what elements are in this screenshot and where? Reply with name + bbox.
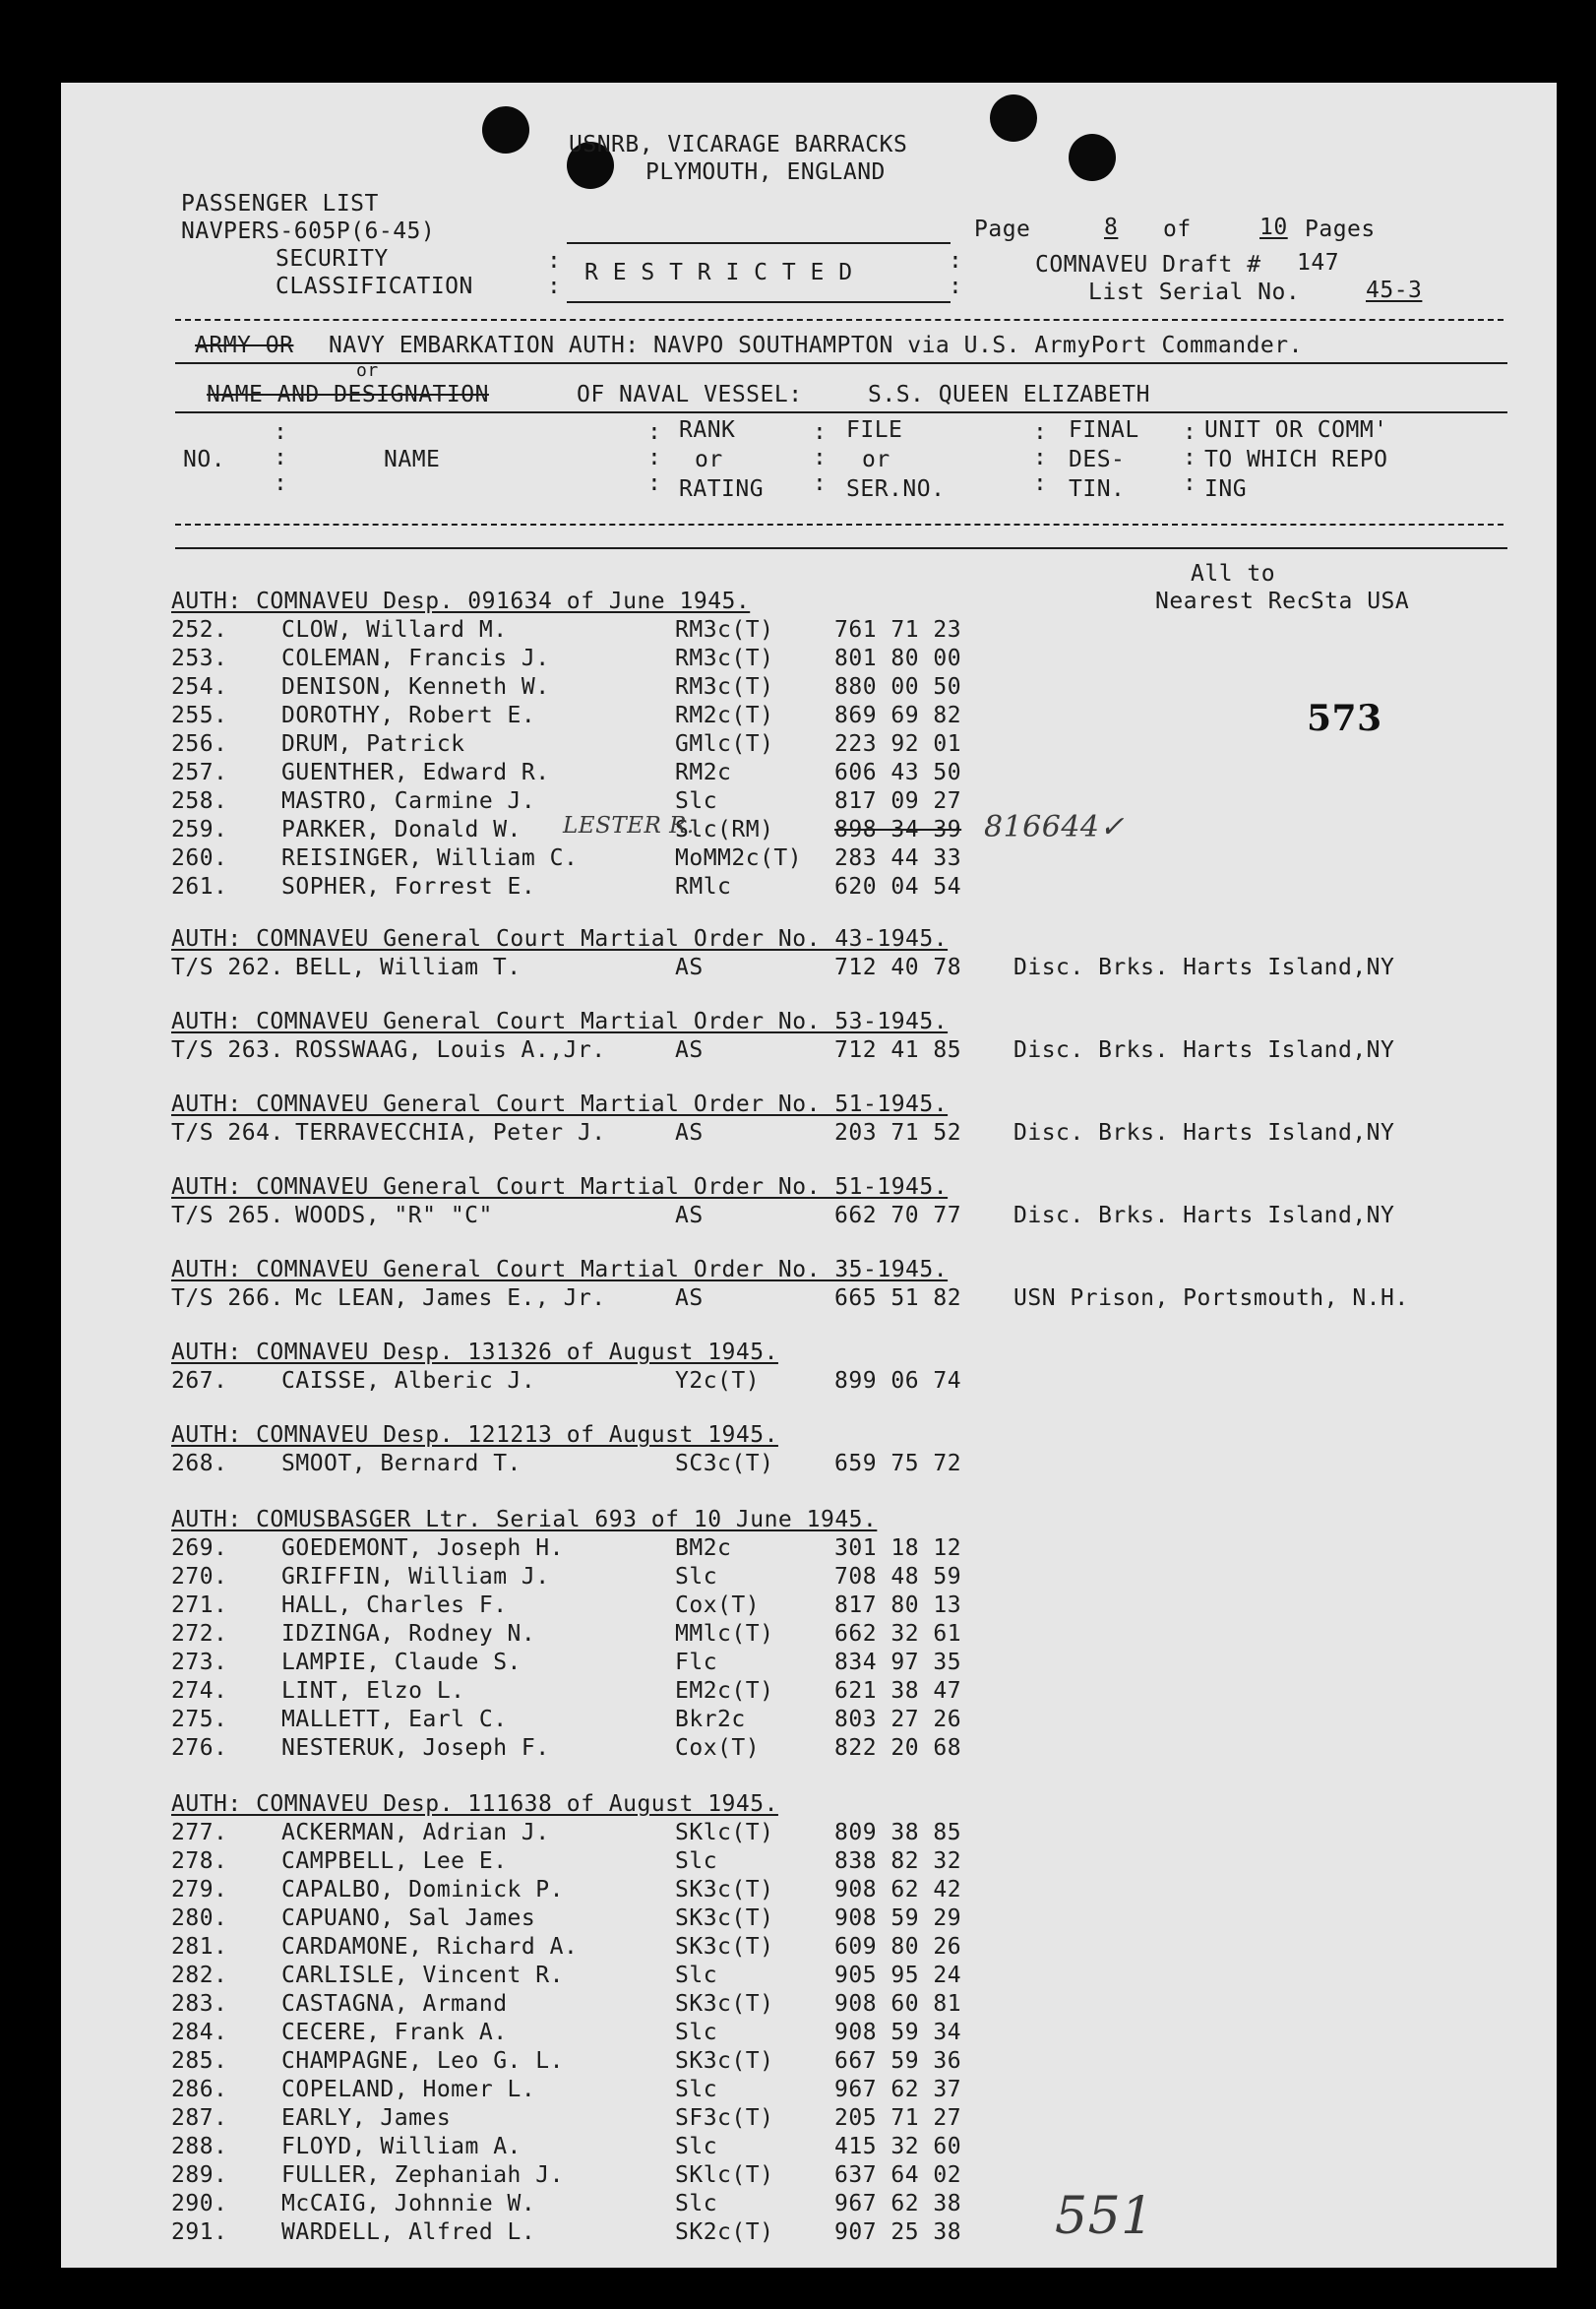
- entry-service-number: 908 59 29: [834, 1905, 962, 1931]
- entry-rating: MoMM2c(T): [675, 845, 803, 871]
- entry-rating: Slc: [675, 2077, 718, 2102]
- entry-name: SMOOT, Bernard T.: [281, 1451, 522, 1476]
- entry-number: T/S 262.: [171, 955, 284, 980]
- stamp-number: 573: [1307, 698, 1382, 739]
- entry-name: TERRAVECCHIA, Peter J.: [295, 1120, 606, 1146]
- entry-name: ACKERMAN, Adrian J.: [281, 1820, 550, 1845]
- entry-rating: SK3c(T): [675, 1934, 774, 1960]
- entry-number: 254.: [171, 674, 228, 700]
- column-header-file: or: [862, 447, 890, 472]
- entry-number: 267.: [171, 1368, 228, 1394]
- entry-service-number: 809 38 85: [834, 1820, 962, 1845]
- column-header-rank: RATING: [679, 476, 765, 502]
- total-pages: 10: [1259, 215, 1288, 240]
- classification-value: R E S T R I C T E D: [584, 260, 853, 285]
- entry-service-number: 834 97 35: [834, 1650, 962, 1675]
- entry-number: 285.: [171, 2048, 228, 2074]
- entry-name: CARDAMONE, Richard A.: [281, 1934, 579, 1960]
- entry-rating: Bkr2c: [675, 1707, 746, 1732]
- entry-name: Mc LEAN, James E., Jr.: [295, 1285, 606, 1311]
- entry-number: 287.: [171, 2105, 228, 2131]
- entry-name: NESTERUK, Joseph F.: [281, 1735, 550, 1761]
- entry-number: 282.: [171, 1963, 228, 1988]
- auth-line: AUTH: COMNAVEU General Court Martial Order No. 51-1945.: [171, 1174, 949, 1200]
- column-header-rank: RANK: [679, 417, 736, 443]
- entry-service-number: 880 00 50: [834, 674, 962, 700]
- entry-rating: SKlc(T): [675, 2162, 774, 2188]
- entry-destination: Disc. Brks. Harts Island,NY: [1013, 1203, 1395, 1228]
- entry-service-number: 817 09 27: [834, 788, 962, 814]
- entry-name: HALL, Charles F.: [281, 1592, 508, 1618]
- form-number: NAVPERS-605P(6-45): [181, 218, 436, 244]
- entry-number: 271.: [171, 1592, 228, 1618]
- handwritten-correction: LESTER R.: [563, 813, 695, 839]
- entry-name: COPELAND, Homer L.: [281, 2077, 536, 2102]
- entry-name: WARDELL, Alfred L.: [281, 2219, 536, 2245]
- classification-label: CLASSIFICATION: [276, 274, 473, 299]
- entry-number: 276.: [171, 1735, 228, 1761]
- entry-name: GUENTHER, Edward R.: [281, 760, 550, 785]
- column-separator: : : :: [647, 419, 662, 496]
- entry-name: MALLETT, Earl C.: [281, 1707, 508, 1732]
- column-separator: : : :: [1183, 419, 1197, 496]
- column-separator: : : :: [274, 419, 288, 496]
- entry-rating: BM2c: [675, 1535, 732, 1561]
- entry-service-number: 908 60 81: [834, 1991, 962, 2017]
- entry-rating: MMlc(T): [675, 1621, 774, 1647]
- entry-name: LAMPIE, Claude S.: [281, 1650, 522, 1675]
- entry-service-number: 712 40 78: [834, 955, 962, 980]
- entry-name: MASTRO, Carmine J.: [281, 788, 536, 814]
- entry-rating: GMlc(T): [675, 731, 774, 757]
- entry-rating: RM2c(T): [675, 703, 774, 728]
- entry-rating: Y2c(T): [675, 1368, 761, 1394]
- entry-service-number: 620 04 54: [834, 874, 962, 900]
- entry-name: LINT, Elzo L.: [281, 1678, 465, 1704]
- rule: [567, 301, 951, 303]
- entry-service-number: 898 34 39: [834, 817, 962, 842]
- entry-service-number: 667 59 36: [834, 2048, 962, 2074]
- column-separator: : : :: [813, 419, 828, 496]
- entry-rating: AS: [675, 1203, 704, 1228]
- entry-number: 275.: [171, 1707, 228, 1732]
- embarkation-auth: NAVY EMBARKATION AUTH: NAVPO SOUTHAMPTON via U.S. ArmyPort Commander.: [329, 333, 1303, 358]
- entry-service-number: 967 62 37: [834, 2077, 962, 2102]
- entry-rating: SK2c(T): [675, 2219, 774, 2245]
- auth-line: AUTH: COMNAVEU General Court Martial Order No. 43-1945.: [171, 926, 949, 952]
- entry-name: IDZINGA, Rodney N.: [281, 1621, 536, 1647]
- entry-rating: Slc: [675, 788, 718, 814]
- vessel-name: S.S. QUEEN ELIZABETH: [868, 382, 1150, 407]
- entry-service-number: 803 27 26: [834, 1707, 962, 1732]
- entry-name: GOEDEMONT, Joseph H.: [281, 1535, 564, 1561]
- entry-number: T/S 265.: [171, 1203, 284, 1228]
- entry-number: 277.: [171, 1820, 228, 1845]
- entry-service-number: 817 80 13: [834, 1592, 962, 1618]
- entry-service-number: 905 95 24: [834, 1963, 962, 1988]
- entry-name: CAPUANO, Sal James: [281, 1905, 536, 1931]
- office-line-1: USNRB, VICARAGE BARRACKS: [569, 132, 908, 157]
- handwritten-page-number: 551: [1055, 2187, 1154, 2246]
- entry-service-number: 609 80 26: [834, 1934, 962, 1960]
- entry-rating: AS: [675, 1285, 704, 1311]
- entry-name: CAPALBO, Dominick P.: [281, 1877, 564, 1903]
- entry-service-number: 205 71 27: [834, 2105, 962, 2131]
- entry-service-number: 761 71 23: [834, 617, 962, 643]
- entry-service-number: 869 69 82: [834, 703, 962, 728]
- column-header-unit: TO WHICH REPO: [1204, 447, 1388, 472]
- auth-line: AUTH: COMNAVEU General Court Martial Order No. 53-1945.: [171, 1009, 949, 1034]
- entry-rating: Flc: [675, 1650, 718, 1675]
- entry-number: 257.: [171, 760, 228, 785]
- entry-rating: RM2c: [675, 760, 732, 785]
- entry-rating: SK3c(T): [675, 1991, 774, 2017]
- entry-name: CARLISLE, Vincent R.: [281, 1963, 564, 1988]
- entry-rating: Slc(RM): [675, 817, 774, 842]
- divider: [175, 319, 1504, 321]
- entry-name: McCAIG, Johnnie W.: [281, 2191, 536, 2216]
- entry-service-number: 665 51 82: [834, 1285, 962, 1311]
- vessel-label: OF NAVAL VESSEL:: [577, 382, 803, 407]
- entry-name: DENISON, Kenneth W.: [281, 674, 550, 700]
- serial-label: List Serial No.: [1088, 280, 1301, 305]
- entry-name: CAMPBELL, Lee E.: [281, 1848, 508, 1874]
- entry-name: BELL, William T.: [295, 955, 522, 980]
- punch-hole: [990, 94, 1037, 142]
- entry-name: FLOYD, William A.: [281, 2134, 522, 2159]
- column-header-unit: UNIT OR COMM': [1204, 417, 1388, 443]
- entry-rating: SF3c(T): [675, 2105, 774, 2131]
- column-header-name: NAME: [384, 447, 441, 472]
- entry-number: 272.: [171, 1621, 228, 1647]
- entry-rating: AS: [675, 1120, 704, 1146]
- entry-number: 278.: [171, 1848, 228, 1874]
- entry-number: T/S 266.: [171, 1285, 284, 1311]
- page-label: Page: [974, 217, 1031, 242]
- entry-service-number: 662 32 61: [834, 1621, 962, 1647]
- entry-service-number: 606 43 50: [834, 760, 962, 785]
- pages-label: Pages: [1305, 217, 1376, 242]
- entry-service-number: 415 32 60: [834, 2134, 962, 2159]
- side-note: All to: [1191, 561, 1276, 587]
- entry-service-number: 662 70 77: [834, 1203, 962, 1228]
- entry-service-number: 621 38 47: [834, 1678, 962, 1704]
- entry-number: 253.: [171, 646, 228, 671]
- entry-rating: RM3c(T): [675, 617, 774, 643]
- entry-service-number: 708 48 59: [834, 1564, 962, 1590]
- rule: [567, 242, 951, 244]
- entry-destination: USN Prison, Portsmouth, N.H.: [1013, 1285, 1409, 1311]
- entry-name: PARKER, Donald W.: [281, 817, 522, 842]
- handwritten-service-number: 816644✓: [984, 810, 1126, 844]
- entry-service-number: 659 75 72: [834, 1451, 962, 1476]
- entry-service-number: 301 18 12: [834, 1535, 962, 1561]
- entry-rating: RM3c(T): [675, 646, 774, 671]
- column-header-file: SER.NO.: [846, 476, 946, 502]
- entry-number: 270.: [171, 1564, 228, 1590]
- colon: :: [949, 274, 963, 299]
- entry-service-number: 908 59 34: [834, 2020, 962, 2045]
- entry-destination: Disc. Brks. Harts Island,NY: [1013, 1120, 1395, 1146]
- vessel-overtype: or: [356, 360, 379, 381]
- auth-line: AUTH: COMUSBASGER Ltr. Serial 693 of 10 June 1945.: [171, 1507, 878, 1532]
- entry-number: 269.: [171, 1535, 228, 1561]
- entry-name: CLOW, Willard M.: [281, 617, 508, 643]
- entry-rating: Slc: [675, 2134, 718, 2159]
- office-line-2: PLYMOUTH, ENGLAND: [645, 159, 886, 185]
- entry-name: REISINGER, William C.: [281, 845, 579, 871]
- entry-number: 252.: [171, 617, 228, 643]
- entry-number: 279.: [171, 1877, 228, 1903]
- vessel-struck-label: NAME AND DESIGNATION: [207, 382, 489, 407]
- entry-rating: SK3c(T): [675, 1905, 774, 1931]
- entry-name: WOODS, "R" "C": [295, 1203, 493, 1228]
- entry-name: GRIFFIN, William J.: [281, 1564, 550, 1590]
- entry-number: 290.: [171, 2191, 228, 2216]
- entry-number: 280.: [171, 1905, 228, 1931]
- entry-rating: SKlc(T): [675, 1820, 774, 1845]
- entry-rating: SK3c(T): [675, 2048, 774, 2074]
- entry-number: 258.: [171, 788, 228, 814]
- divider: [175, 524, 1504, 526]
- entry-name: CASTAGNA, Armand: [281, 1991, 508, 2017]
- embarkation-struck-text: ARMY OR: [195, 333, 294, 358]
- entry-number: 260.: [171, 845, 228, 871]
- entry-service-number: 822 20 68: [834, 1735, 962, 1761]
- entry-number: 268.: [171, 1451, 228, 1476]
- entry-number: T/S 264.: [171, 1120, 284, 1146]
- entry-service-number: 899 06 74: [834, 1368, 962, 1394]
- entry-number: 289.: [171, 2162, 228, 2188]
- entry-name: CHAMPAGNE, Leo G. L.: [281, 2048, 564, 2074]
- serial-number: 45-3: [1366, 278, 1423, 303]
- entry-name: COLEMAN, Francis J.: [281, 646, 550, 671]
- security-label: SECURITY: [276, 246, 389, 272]
- column-header-file: FILE: [846, 417, 903, 443]
- entry-rating: Slc: [675, 2191, 718, 2216]
- column-header-unit: ING: [1204, 476, 1248, 502]
- entry-rating: Cox(T): [675, 1592, 761, 1618]
- column-header-no: NO.: [183, 447, 226, 472]
- draft-number: 147: [1297, 250, 1340, 276]
- entry-number: 291.: [171, 2219, 228, 2245]
- colon: :: [547, 248, 562, 274]
- entry-service-number: 203 71 52: [834, 1120, 962, 1146]
- punch-hole: [482, 106, 529, 154]
- colon: :: [547, 274, 562, 299]
- entry-number: 274.: [171, 1678, 228, 1704]
- entry-number: 256.: [171, 731, 228, 757]
- of-label: of: [1163, 217, 1192, 242]
- column-header-dest: TIN.: [1069, 476, 1126, 502]
- entry-service-number: 801 80 00: [834, 646, 962, 671]
- colon: :: [949, 248, 963, 274]
- entry-name: EARLY, James: [281, 2105, 452, 2131]
- document-page: [61, 83, 1557, 2268]
- auth-line: AUTH: COMNAVEU General Court Martial Order No. 51-1945.: [171, 1092, 949, 1117]
- entry-service-number: 223 92 01: [834, 731, 962, 757]
- form-title: PASSENGER LIST: [181, 191, 379, 217]
- entry-name: DOROTHY, Robert E.: [281, 703, 536, 728]
- auth-line: AUTH: COMNAVEU Desp. 111638 of August 1945.: [171, 1791, 778, 1817]
- auth-line: AUTH: COMNAVEU Desp. 131326 of August 1945.: [171, 1340, 778, 1365]
- entry-rating: SC3c(T): [675, 1451, 774, 1476]
- entry-service-number: 967 62 38: [834, 2191, 962, 2216]
- entry-rating: Cox(T): [675, 1735, 761, 1761]
- entry-rating: AS: [675, 1037, 704, 1063]
- entry-rating: RM3c(T): [675, 674, 774, 700]
- entry-rating: Slc: [675, 2020, 718, 2045]
- column-header-rank: or: [695, 447, 723, 472]
- entry-rating: RMlc: [675, 874, 732, 900]
- entry-name: CECERE, Frank A.: [281, 2020, 508, 2045]
- rule: [175, 411, 1507, 413]
- entry-number: 261.: [171, 874, 228, 900]
- entry-rating: Slc: [675, 1564, 718, 1590]
- entry-rating: Slc: [675, 1963, 718, 1988]
- entry-number: 283.: [171, 1991, 228, 2017]
- entry-destination: Disc. Brks. Harts Island,NY: [1013, 955, 1395, 980]
- entry-rating: AS: [675, 955, 704, 980]
- entry-name: ROSSWAAG, Louis A.,Jr.: [295, 1037, 606, 1063]
- entry-destination: Disc. Brks. Harts Island,NY: [1013, 1037, 1395, 1063]
- entry-service-number: 637 64 02: [834, 2162, 962, 2188]
- auth-line: AUTH: COMNAVEU General Court Martial Order No. 35-1945.: [171, 1257, 949, 1282]
- entry-number: 284.: [171, 2020, 228, 2045]
- entry-number: 259.: [171, 817, 228, 842]
- entry-service-number: 908 62 42: [834, 1877, 962, 1903]
- rule: [175, 547, 1507, 549]
- entry-name: DRUM, Patrick: [281, 731, 465, 757]
- entry-rating: EM2c(T): [675, 1678, 774, 1704]
- entry-number: 288.: [171, 2134, 228, 2159]
- entry-service-number: 712 41 85: [834, 1037, 962, 1063]
- entry-service-number: 838 82 32: [834, 1848, 962, 1874]
- entry-rating: Slc: [675, 1848, 718, 1874]
- side-note: Nearest RecSta USA: [1155, 589, 1410, 614]
- entry-service-number: 283 44 33: [834, 845, 962, 871]
- auth-line: AUTH: COMNAVEU Desp. 121213 of August 1945.: [171, 1422, 778, 1448]
- column-header-dest: FINAL: [1069, 417, 1139, 443]
- draft-label: COMNAVEU Draft #: [1035, 252, 1261, 278]
- auth-line: AUTH: COMNAVEU Desp. 091634 of June 1945.: [171, 589, 751, 614]
- column-separator: : : :: [1033, 419, 1048, 496]
- entry-number: T/S 263.: [171, 1037, 284, 1063]
- entry-service-number: 907 25 38: [834, 2219, 962, 2245]
- entry-name: FULLER, Zephaniah J.: [281, 2162, 564, 2188]
- entry-number: 286.: [171, 2077, 228, 2102]
- punch-hole: [1069, 134, 1116, 181]
- page-number: 8: [1104, 215, 1119, 240]
- entry-name: CAISSE, Alberic J.: [281, 1368, 536, 1394]
- column-header-dest: DES-: [1069, 447, 1126, 472]
- entry-number: 281.: [171, 1934, 228, 1960]
- entry-number: 273.: [171, 1650, 228, 1675]
- entry-rating: SK3c(T): [675, 1877, 774, 1903]
- entry-name: SOPHER, Forrest E.: [281, 874, 536, 900]
- entry-number: 255.: [171, 703, 228, 728]
